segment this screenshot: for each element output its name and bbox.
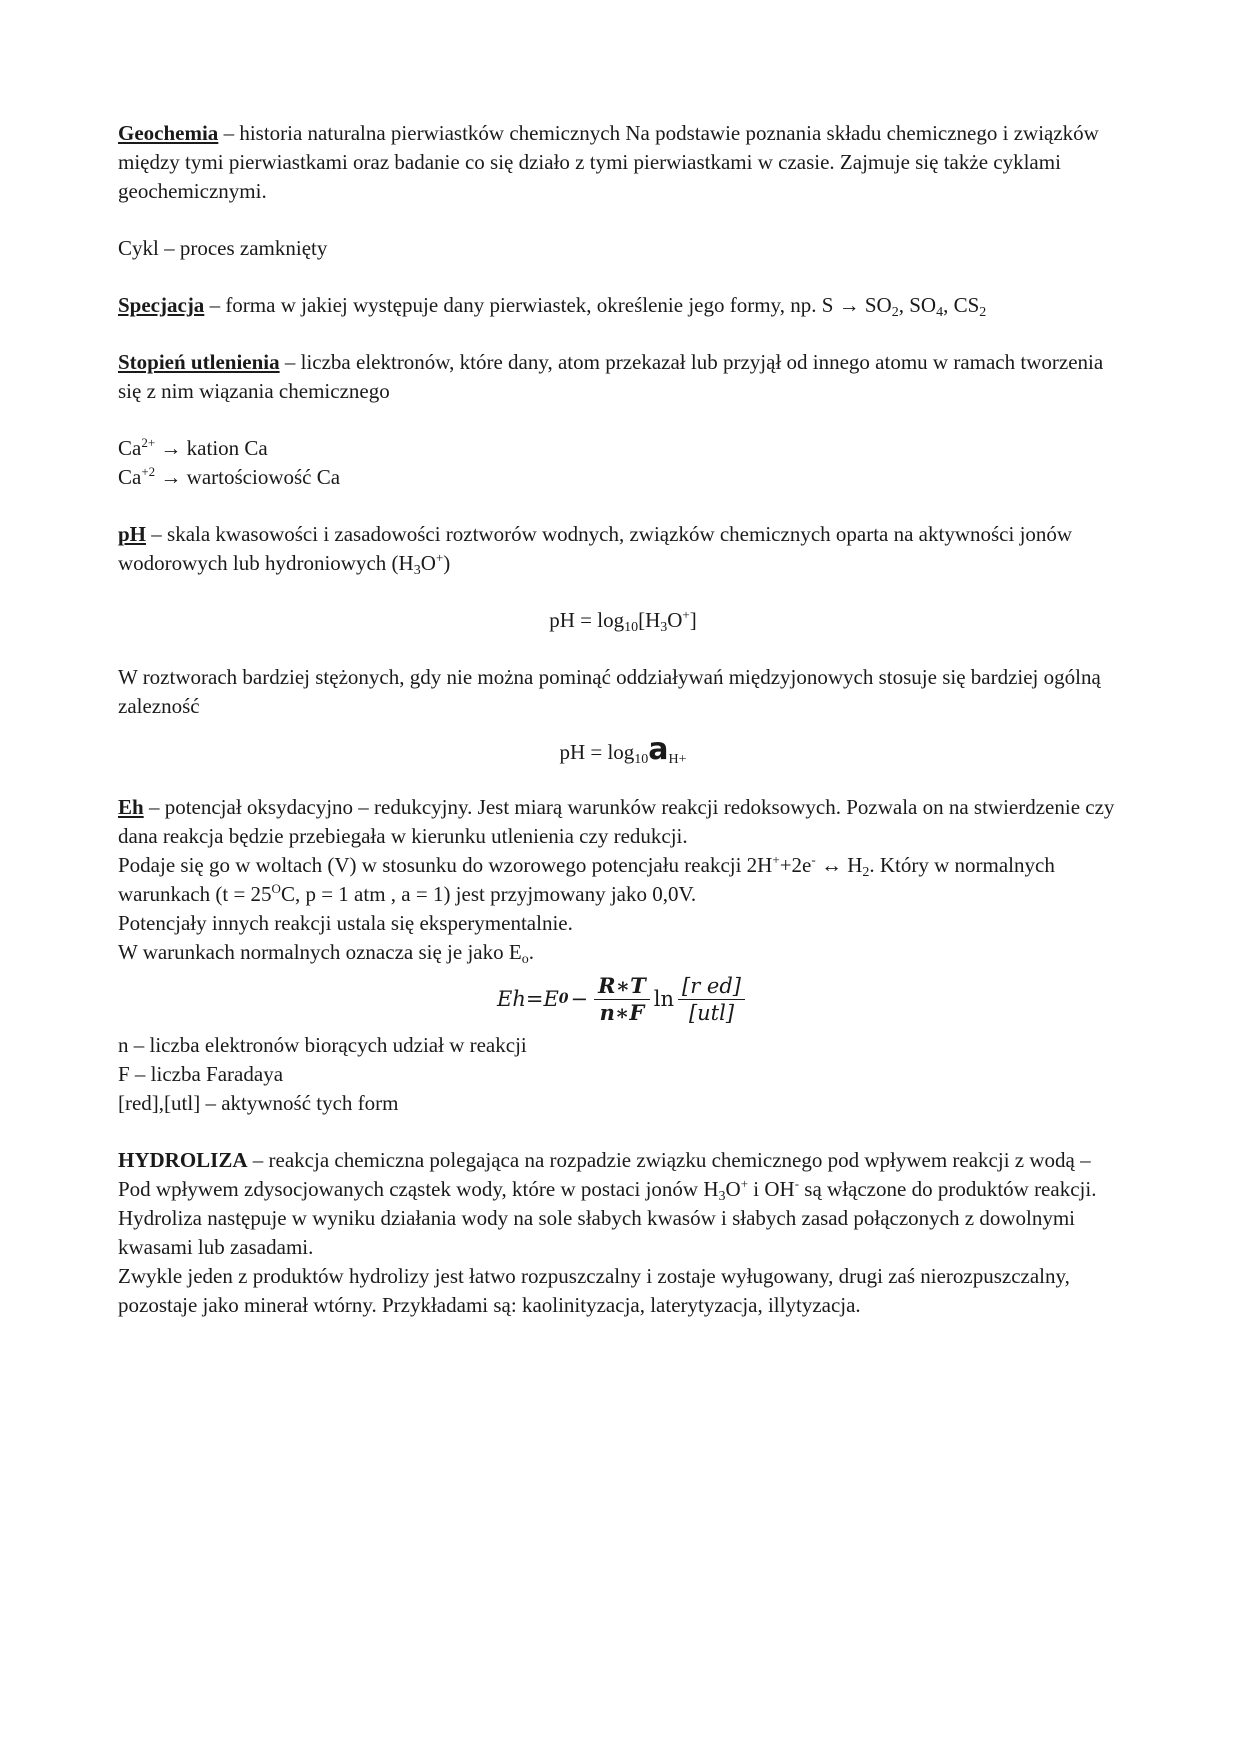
- paragraph-stopien-utlenienia: Stopień utlenienia – liczba elektronów, które dany, atom przekazał lub przyjął od innego atomu w ramach tworzenia się z nim wiązania chemicznego: [118, 350, 1104, 403]
- paragraph-roztwory: W roztworach bardziej stężonych, gdy nie można pominąć oddziaływań międzyjonowych stosuje się bardziej ogólną zalezność: [118, 665, 1101, 718]
- definition-geochemia: – historia naturalna pierwiastków chemicznych Na podstawie poznania składu chemicznego i związków między tymi pierwiastkami oraz badanie co się działo z tymi pierwiastkami w czasie. Zajmuje się także cyklami geochemicznymi.: [118, 121, 1099, 203]
- legend-n: n – liczba elektronów biorących udział w reakcji: [118, 1033, 527, 1057]
- fraction-red-utl: $\frac{\text{[r ed]}}{\text{[utl]}}$: [678, 973, 745, 1026]
- ca-line-kation: $Ca^{2+}$ → kation Ca: [118, 435, 268, 460]
- paragraph-eh-experimental: Potencjały innych reakcji ustala się eksperymentalnie.: [118, 911, 573, 935]
- legend-f: F – liczba Faradaya: [118, 1062, 284, 1086]
- term-hydroliza: HYDROLIZA: [118, 1148, 248, 1172]
- formula-nernst: Eh=E 0 − $\frac{R∗T}{n∗F}$ ln $\frac{\text{[r ed]}}{\text{[utl]}}$: [118, 969, 1128, 1029]
- fraction-rt-nf: $\frac{R∗T}{n∗F}$: [594, 973, 650, 1026]
- term-specjacja: Specjacja: [118, 293, 205, 317]
- ca-line-wartosciowosc: $Ca^{+2}$ → wartościowość Ca: [118, 464, 341, 489]
- paragraph-geochemia: [118, 119, 1128, 206]
- paragraph-ph: pH – skala kwasowości i zasadowości roztworów wodnych, związków chemicznych oparta na aktywności jonów wodorowych lub hydroniowych $(H_3O^+)$: [118, 522, 1073, 578]
- term-eh: Eh: [118, 795, 144, 819]
- paragraph-cykl: Cykl – proces zamknięty: [118, 236, 328, 260]
- paragraph-eh-e0: W warunkach normalnych oznacza się je jako $E_o$.: [118, 940, 534, 967]
- term-geochemia: Geochemia: [118, 121, 219, 145]
- legend-red-utl: [red],[utl] – aktywność tych form: [118, 1091, 399, 1115]
- paragraph-hydroliza-produkty: Zwykle jeden z produktów hydrolizy jest łatwo rozpuszczalny i zostaje wyługowany, drugi zaś nierozpuszczalny, pozostaje jako minerał wtórny. Przykładami są: kaolinityzacja, laterytyzacja, illytyzacja.: [118, 1264, 1070, 1317]
- paragraph-eh-reference: Podaje się go w woltach (V) w stosunku do wzorowego potencjału reakcji 2H++2e- ↔ $H_2$. Który w normalnych warunkach ($t = 25^OC$, p = 1 atm , a = 1) jest przyjmowany jako 0,0V.: [118, 852, 1055, 906]
- term-stopien-utlenienia: Stopień utlenienia: [118, 350, 280, 374]
- paragraph-hydroliza-sole: Hydroliza następuje w wyniku działania wody na sole słabych kwasów i słabych zasad połączonych z dowolnymi kwasami lub zasadami.: [118, 1206, 1075, 1259]
- paragraph-eh: Eh – potencjał oksydacyjno – redukcyjny. Jest miarą warunków reakcji redoksowych. Pozwala on na stwierdzenie czy dana reakcja będzie przebiegała w kierunku utlenienia czy redukcji.: [118, 795, 1115, 848]
- formula-ph-activity: pH = $\log_{10}a_{H+}$: [559, 732, 687, 767]
- term-ph: pH: [118, 522, 147, 546]
- paragraph-specjacja: Specjacja – forma w jakiej występuje dany pierwiastek, określenie jego formy, np. $S \to SO_2$, $SO_4$, $CS_2$: [118, 293, 987, 320]
- document-body: [118, 119, 1128, 1320]
- paragraph-hydroliza: HYDROLIZA – reakcja chemiczna polegająca na rozpadzie związku chemicznego pod wpływem reakcji z wodą – Pod wpływem zdysocjowanych cząstek wody, które w postaci jonów $H_3O^+$ i OH- są włączone do produktów reakcji.: [118, 1148, 1097, 1204]
- formula-ph: pH = $\log_{10}[H_3O^+]$: [549, 607, 697, 635]
